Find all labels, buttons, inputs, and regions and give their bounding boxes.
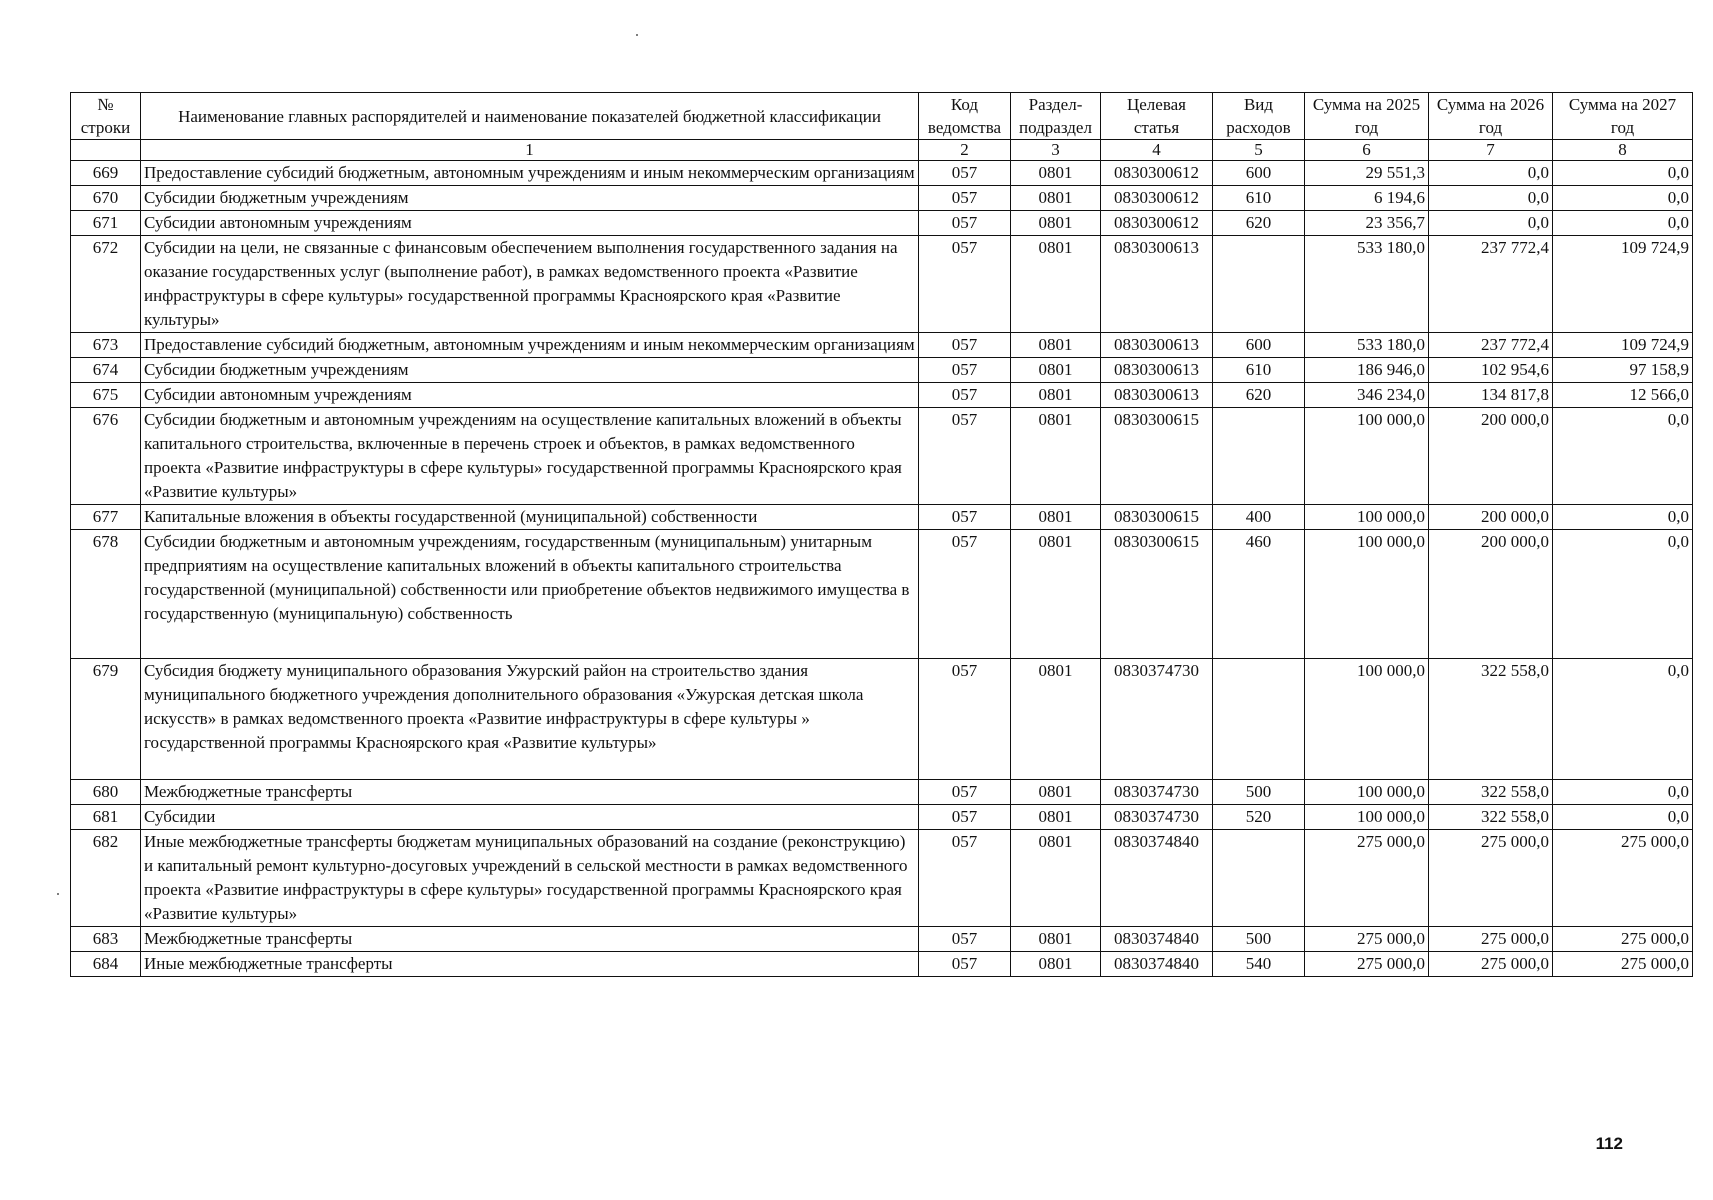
row-sum-2027: 275 000,0	[1553, 927, 1693, 952]
row-target-article: 0830300613	[1101, 383, 1213, 408]
row-number: 682	[71, 830, 141, 927]
header-sum-2026: Сумма на 2026 год	[1429, 93, 1553, 140]
header-name: Наименование главных распорядителей и наименование показателей бюджетной классификации	[141, 93, 919, 140]
header-dept-code: Код ведомства	[919, 93, 1011, 140]
row-dept-code: 057	[919, 333, 1011, 358]
row-sum-2026: 322 558,0	[1429, 805, 1553, 830]
row-name: Субсидии бюджетным учреждениям	[141, 358, 919, 383]
row-name: Предоставление субсидий бюджетным, автономным учреждениям и иным некоммерческим организациям	[141, 333, 919, 358]
row-sum-2026: 237 772,4	[1429, 236, 1553, 333]
row-sum-2026: 322 558,0	[1429, 780, 1553, 805]
row-name: Субсидии бюджетным учреждениям	[141, 186, 919, 211]
column-number: 2	[919, 140, 1011, 161]
row-sum-2027: 0,0	[1553, 805, 1693, 830]
row-expense-type: 610	[1213, 358, 1305, 383]
row-sum-2027: 0,0	[1553, 161, 1693, 186]
column-number: 6	[1305, 140, 1429, 161]
row-section: 0801	[1011, 161, 1101, 186]
row-target-article: 0830300612	[1101, 186, 1213, 211]
row-sum-2026: 134 817,8	[1429, 383, 1553, 408]
row-number: 683	[71, 927, 141, 952]
row-number: 678	[71, 530, 141, 659]
row-sum-2025: 100 000,0	[1305, 530, 1429, 659]
table-row	[71, 659, 1693, 780]
row-section: 0801	[1011, 505, 1101, 530]
table-header-row	[71, 93, 1693, 140]
header-sum-2025: Сумма на 2025 год	[1305, 93, 1429, 140]
row-sum-2027: 0,0	[1553, 408, 1693, 505]
column-number: 4	[1101, 140, 1213, 161]
row-sum-2026: 200 000,0	[1429, 505, 1553, 530]
row-sum-2025: 100 000,0	[1305, 408, 1429, 505]
row-target-article: 0830300613	[1101, 333, 1213, 358]
row-sum-2027: 12 566,0	[1553, 383, 1693, 408]
row-section: 0801	[1011, 236, 1101, 333]
row-expense-type: 500	[1213, 927, 1305, 952]
row-target-article: 0830374840	[1101, 927, 1213, 952]
header-sum-2027: Сумма на 2027 год	[1553, 93, 1693, 140]
row-section: 0801	[1011, 830, 1101, 927]
row-sum-2027: 109 724,9	[1553, 333, 1693, 358]
row-sum-2026: 275 000,0	[1429, 830, 1553, 927]
row-number: 669	[71, 161, 141, 186]
row-section: 0801	[1011, 927, 1101, 952]
row-dept-code: 057	[919, 358, 1011, 383]
row-name: Иные межбюджетные трансферты	[141, 952, 919, 977]
row-number: 671	[71, 211, 141, 236]
row-sum-2026: 200 000,0	[1429, 408, 1553, 505]
row-expense-type: 600	[1213, 161, 1305, 186]
table-row	[71, 805, 1693, 830]
header-target-article: Целевая статья	[1101, 93, 1213, 140]
header-section: Раздел-подраздел	[1011, 93, 1101, 140]
row-dept-code: 057	[919, 383, 1011, 408]
row-name: Субсидия бюджету муниципального образования Ужурский район на строительство здания муниципального бюджетного учреждения дополнительного образования «Ужурская детская школа искусств» в рамках ведомственного проекта «Развитие инфраструктуры в сфере культуры » государственной программы Красноярского края «Развитие культуры»	[141, 659, 919, 780]
row-sum-2026: 275 000,0	[1429, 927, 1553, 952]
row-section: 0801	[1011, 952, 1101, 977]
row-sum-2026: 237 772,4	[1429, 333, 1553, 358]
row-number: 679	[71, 659, 141, 780]
row-sum-2025: 275 000,0	[1305, 952, 1429, 977]
header-expense-type: Вид расходов	[1213, 93, 1305, 140]
row-sum-2027: 109 724,9	[1553, 236, 1693, 333]
row-sum-2025: 346 234,0	[1305, 383, 1429, 408]
row-dept-code: 057	[919, 805, 1011, 830]
row-expense-type: 500	[1213, 780, 1305, 805]
table-row	[71, 530, 1693, 659]
row-dept-code: 057	[919, 830, 1011, 927]
row-sum-2027: 0,0	[1553, 186, 1693, 211]
table-row	[71, 830, 1693, 927]
row-sum-2025: 100 000,0	[1305, 805, 1429, 830]
row-sum-2025: 533 180,0	[1305, 236, 1429, 333]
row-sum-2027: 0,0	[1553, 659, 1693, 780]
table-row	[71, 780, 1693, 805]
row-expense-type: 610	[1213, 186, 1305, 211]
row-sum-2025: 275 000,0	[1305, 927, 1429, 952]
row-dept-code: 057	[919, 530, 1011, 659]
row-expense-type: 620	[1213, 211, 1305, 236]
row-expense-type	[1213, 408, 1305, 505]
row-sum-2025: 533 180,0	[1305, 333, 1429, 358]
row-sum-2027: 0,0	[1553, 530, 1693, 659]
row-name: Субсидии бюджетным и автономным учреждениям на осуществление капитальных вложений в объекты капитального строительства, включенные в перечень строек и объектов, в рамках ведомственного проекта «Развитие инфраструктуры в сфере культуры» государственной программы Красноярского края «Развитие культуры»	[141, 408, 919, 505]
row-expense-type	[1213, 659, 1305, 780]
row-sum-2027: 0,0	[1553, 780, 1693, 805]
row-expense-type	[1213, 236, 1305, 333]
row-sum-2027: 97 158,9	[1553, 358, 1693, 383]
table-row	[71, 211, 1693, 236]
row-number: 675	[71, 383, 141, 408]
row-sum-2026: 200 000,0	[1429, 530, 1553, 659]
row-dept-code: 057	[919, 186, 1011, 211]
row-section: 0801	[1011, 186, 1101, 211]
row-name: Субсидии автономным учреждениям	[141, 211, 919, 236]
row-number: 674	[71, 358, 141, 383]
row-number: 684	[71, 952, 141, 977]
row-target-article: 0830300612	[1101, 161, 1213, 186]
row-sum-2027: 275 000,0	[1553, 952, 1693, 977]
row-expense-type: 520	[1213, 805, 1305, 830]
table-row	[71, 408, 1693, 505]
row-target-article: 0830374840	[1101, 830, 1213, 927]
column-number: 7	[1429, 140, 1553, 161]
table-row	[71, 161, 1693, 186]
row-sum-2025: 29 551,3	[1305, 161, 1429, 186]
row-number: 673	[71, 333, 141, 358]
row-expense-type: 460	[1213, 530, 1305, 659]
row-sum-2026: 102 954,6	[1429, 358, 1553, 383]
row-expense-type: 400	[1213, 505, 1305, 530]
row-expense-type: 540	[1213, 952, 1305, 977]
row-sum-2027: 275 000,0	[1553, 830, 1693, 927]
row-section: 0801	[1011, 358, 1101, 383]
row-sum-2026: 0,0	[1429, 161, 1553, 186]
row-sum-2025: 23 356,7	[1305, 211, 1429, 236]
row-name: Субсидии	[141, 805, 919, 830]
row-section: 0801	[1011, 530, 1101, 659]
budget-table	[70, 92, 1693, 977]
row-dept-code: 057	[919, 927, 1011, 952]
table-row	[71, 236, 1693, 333]
row-section: 0801	[1011, 408, 1101, 505]
row-sum-2026: 0,0	[1429, 186, 1553, 211]
header-row-no: № строки	[71, 93, 141, 140]
row-dept-code: 057	[919, 659, 1011, 780]
row-sum-2026: 0,0	[1429, 211, 1553, 236]
row-dept-code: 057	[919, 161, 1011, 186]
row-name: Предоставление субсидий бюджетным, автономным учреждениям и иным некоммерческим организациям	[141, 161, 919, 186]
row-sum-2025: 100 000,0	[1305, 505, 1429, 530]
page-number: 112	[1595, 1134, 1623, 1153]
table-row	[71, 505, 1693, 530]
row-expense-type: 620	[1213, 383, 1305, 408]
scan-speck	[57, 893, 59, 895]
row-sum-2027: 0,0	[1553, 505, 1693, 530]
row-target-article: 0830300613	[1101, 236, 1213, 333]
table-row	[71, 358, 1693, 383]
column-number: 3	[1011, 140, 1101, 161]
row-dept-code: 057	[919, 236, 1011, 333]
row-target-article: 0830300615	[1101, 505, 1213, 530]
row-name: Межбюджетные трансферты	[141, 927, 919, 952]
row-sum-2026: 322 558,0	[1429, 659, 1553, 780]
row-name: Капитальные вложения в объекты государственной (муниципальной) собственности	[141, 505, 919, 530]
column-number: 8	[1553, 140, 1693, 161]
table-row	[71, 927, 1693, 952]
row-dept-code: 057	[919, 952, 1011, 977]
row-number: 681	[71, 805, 141, 830]
table-row	[71, 186, 1693, 211]
row-sum-2025: 6 194,6	[1305, 186, 1429, 211]
row-target-article: 0830300615	[1101, 530, 1213, 659]
table-row	[71, 383, 1693, 408]
row-sum-2025: 100 000,0	[1305, 780, 1429, 805]
column-number: 5	[1213, 140, 1305, 161]
row-sum-2025: 275 000,0	[1305, 830, 1429, 927]
row-number: 672	[71, 236, 141, 333]
row-sum-2025: 186 946,0	[1305, 358, 1429, 383]
row-target-article: 0830374730	[1101, 780, 1213, 805]
table-row	[71, 333, 1693, 358]
row-target-article: 0830300613	[1101, 358, 1213, 383]
table-row	[71, 952, 1693, 977]
column-number-blank	[71, 140, 141, 161]
row-section: 0801	[1011, 211, 1101, 236]
row-expense-type: 600	[1213, 333, 1305, 358]
column-number: 1	[141, 140, 919, 161]
row-target-article: 0830374730	[1101, 659, 1213, 780]
row-name: Межбюджетные трансферты	[141, 780, 919, 805]
row-dept-code: 057	[919, 505, 1011, 530]
row-expense-type	[1213, 830, 1305, 927]
row-dept-code: 057	[919, 211, 1011, 236]
row-section: 0801	[1011, 383, 1101, 408]
row-section: 0801	[1011, 805, 1101, 830]
row-number: 670	[71, 186, 141, 211]
row-target-article: 0830300612	[1101, 211, 1213, 236]
row-dept-code: 057	[919, 408, 1011, 505]
row-number: 676	[71, 408, 141, 505]
row-dept-code: 057	[919, 780, 1011, 805]
scan-speck	[636, 34, 638, 36]
row-name: Субсидии на цели, не связанные с финансовым обеспечением выполнения государственного задания на оказание государственных услуг (выполнение работ), в рамках ведомственного проекта «Развитие инфраструктуры в сфере культуры» государственной программы Красноярского края «Развитие культуры»	[141, 236, 919, 333]
row-target-article: 0830374840	[1101, 952, 1213, 977]
row-sum-2026: 275 000,0	[1429, 952, 1553, 977]
row-sum-2025: 100 000,0	[1305, 659, 1429, 780]
row-target-article: 0830300615	[1101, 408, 1213, 505]
row-section: 0801	[1011, 659, 1101, 780]
budget-table-sheet	[70, 92, 1692, 977]
row-sum-2027: 0,0	[1553, 211, 1693, 236]
row-number: 677	[71, 505, 141, 530]
row-section: 0801	[1011, 780, 1101, 805]
row-target-article: 0830374730	[1101, 805, 1213, 830]
row-name: Субсидии автономным учреждениям	[141, 383, 919, 408]
row-name: Субсидии бюджетным и автономным учреждениям, государственным (муниципальным) унитарным предприятиям на осуществление капитальных вложений в объекты капитального строительства государственной (муниципальной) собственности или приобретение объектов недвижимого имущества в государственную (муниципальную) собственность	[141, 530, 919, 659]
row-section: 0801	[1011, 333, 1101, 358]
row-name: Иные межбюджетные трансферты бюджетам муниципальных образований на создание (реконструкцию) и капитальный ремонт культурно-досуговых учреждений в сельской местности в рамках ведомственного проекта «Развитие инфраструктуры в сфере культуры» государственной программы Красноярского края «Развитие культуры»	[141, 830, 919, 927]
column-number-row	[71, 140, 1693, 161]
row-number: 680	[71, 780, 141, 805]
